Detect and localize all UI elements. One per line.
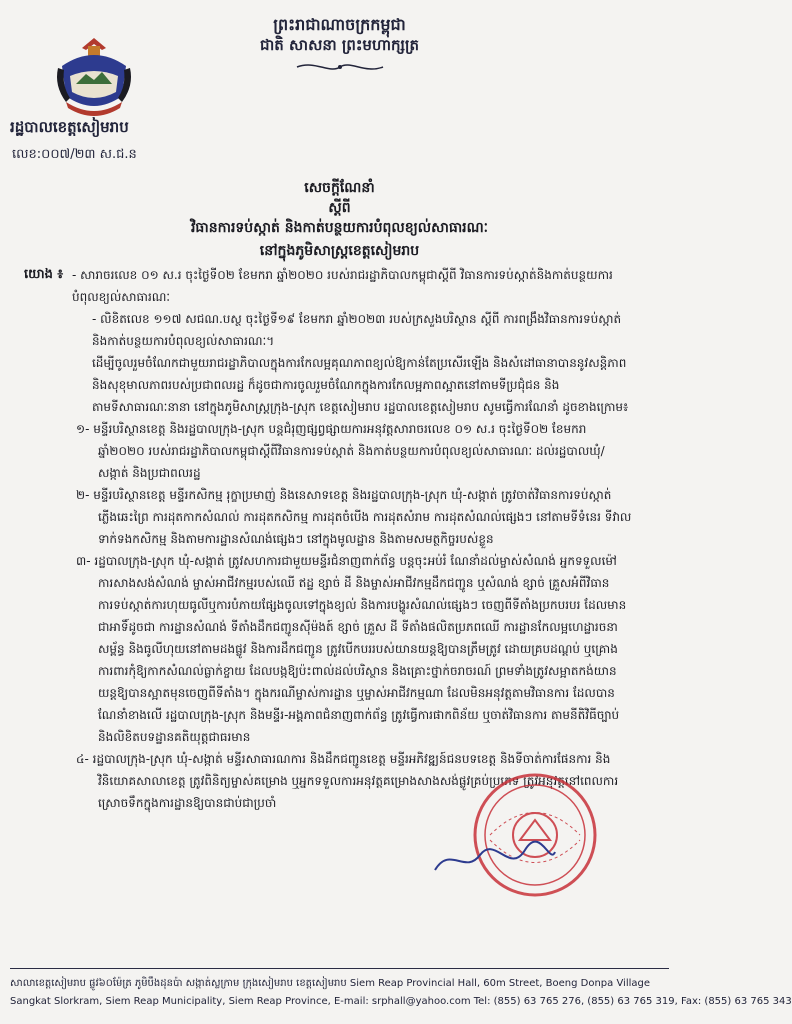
document-subject-label: ស្ដីពី — [328, 200, 351, 216]
provincial-emblem-icon — [52, 36, 136, 120]
instruction-item: ២- មន្ទីរបរិស្ថានខេត្ត មន្ទីរកសិកម្ម រុក្ខាប្រមាញ់ និងនេសាទខេត្ត និងរដ្ឋបាលក្រុង-ស្រុក ឃុំ-សង្កាត់ ត្រូវចាត់វិធានការទប់ស្កាត់ភ្លើងឆេះព្រៃ ការដុតកាកសំណល់ ការដុតកសិកម្ម ការដុតចំបើង ការដុតសំរាម ការដុតសំណល់ផ្សេងៗ នៅតាមទីទំនេរ ទីវាលទាក់ទងកសិកម្ម និងតាមការដ្ឋានសំណង់ផ្សេងៗ នៅក្នុងមូលដ្ឋាន និងតាមសមត្ថកិច្ចរបស់ខ្លួន — [76, 488, 632, 546]
footer-address: សាលាខេត្តសៀមរាប ផ្លូវ៦០ម៉ែត្រ ភូមិបឹងដុនប៉ា សង្កាត់ស្លក្រាម ក្រុងសៀមរាប ខេត្តសៀមរាប Siem Reap Provincial Hall, 60m Street, Boeng Donpa Village — [10, 978, 651, 989]
reference-label: យោង ៖ — [24, 267, 64, 282]
footer-contact: Sangkat Slorkram, Siem Reap Municipality, Siem Reap Province, E-mail: srphall@yahoo.com Tel: (855) 63 765 276, (855) 63 765 319, Fax: (855) 63 765 343 — [10, 996, 792, 1007]
reference-item: - លិខិតលេខ ១១៧ សជណ.បស្ថ ចុះថ្ងៃទី១៩ ខែមករា ឆ្នាំ២០២៣ របស់ក្រសួងបរិស្ថាន ស្ដីពី ការពង្រឹងវិធានការទប់ស្កាត់ និងកាត់បន្ថយការបំពុលខ្យល់សាធារណៈ។ — [92, 312, 622, 348]
instruction-item: ៣- រដ្ឋបាលក្រុង-ស្រុក ឃុំ-សង្កាត់ ត្រូវសហការជាមួយមន្ទីរជំនាញពាក់ព័ន្ធ បន្តចុះអប់រំ ណែនាំដល់ម្ចាស់សំណង់ អ្នកទទួលម៉ៅការសាងសង់សំណង់ ម្ចាស់អាជីវកម្មរបស់ឈើ ឥដ្ឋ ខ្សាច់ ដី និងម្ចាស់អាជីវកម្មដឹកជញ្ជូន ឬសំណង់ ខ្សាច់ គ្រួសអំពីវិធានការទប់ស្កាត់ការហុយធូលីឬការបំភាយផ្សែងចូលទៅក្នុងខ្យល់ និងការបង្ហូរសំណល់ផ្សេងៗ ចេញពីទីតាំងប្រកបរបរ ដែលមានជាអាទិ៍ដូចជា ការដ្ឋានសំណង់ ទីតាំងដឹកជញ្ជូនស៊ីម៉ងត៍ ខ្សាច់ គ្រួស ដី ទីតាំងផលិតប្រភពឈើ ការដ្ឋានកែលម្អហេដ្ឋារចនាសម្ព័ន្ធ និងធូលីហុយនៅតាមដងផ្លូវ និងការដឹកជញ្ជូន ត្រូវបើកបររបស់យានយន្តឱ្យបានត្រឹមត្រូវ ដោយគ្របដណ្តប់ ឬគ្រោងការពារកុំឱ្យកាកសំណល់ធ្លាក់ខ្ចាយ ដែលបង្កឱ្យប៉ះពាល់ដល់បរិស្ថាន និងគ្រោះថ្នាក់ចរាចរណ៍ ព្រមទាំងត្រូវសម្អាតកង់យានយន្តឱ្យបានស្អាតមុនចេញពីទីតាំង។ ក្នុងករណីម្ចាស់ការដ្ឋាន ឬម្ចាស់អាជីវកម្មណា ដែលមិនអនុវត្តតាមវិធានការ ដែលបានណែនាំខាងលើ រដ្ឋបាលក្រុង-ស្រុក និងមន្ទីរ-អង្គភាពជំនាញពាក់ព័ន្ធ ត្រូវធ្វើការផាកពិន័យ ឬចាត់វិធានការ តាមនីតិវិធីច្បាប់ និងលិខិតបទដ្ឋានគតិយុត្តជាធរមាន — [76, 554, 627, 744]
reference-item: - សារាចរលេខ ០១ ស.រ ចុះថ្ងៃទី០២ ខែមករា ឆ្នាំ២០២០ របស់រាជរដ្ឋាភិបាលកម្ពុជាស្ដីពី វិធានការទប់ស្កាត់និងកាត់បន្ថយការបំពុលខ្យល់សាធារណៈ — [72, 268, 613, 304]
instruction-item: ៤- រដ្ឋបាលក្រុង-ស្រុក ឃុំ-សង្កាត់ មន្ទីរសាធារណការ និងដឹកជញ្ជូនខេត្ត មន្ទីរអភិវឌ្ឍន៍ជនបទខេត្ត និងទីចាត់ការផែនការ និងវិនិយោគសាលាខេត្ត ត្រូវពិនិត្យម្ចាស់គម្រោង ឬអ្នកទទួលការអនុវត្តគម្រោងសាងសង់ផ្លូវគ្រប់ប្រភេទ ត្រូវអនុវត្តនៅពេលការស្រោចទឹកក្នុងការដ្ឋានឱ្យបានជាប់ជាប្រចាំ — [76, 752, 619, 810]
handwritten-signature — [430, 840, 560, 880]
footer-divider — [10, 968, 669, 969]
document-subject-location: នៅក្នុងភូមិសាស្ត្រខេត្តសៀមរាប — [259, 243, 420, 259]
kingdom-heading: ព្រះរាជាណាចក្រកម្ពុជា — [273, 15, 406, 34]
instruction-item: ១- មន្ទីរបរិស្ថានខេត្ត និងរដ្ឋបាលក្រុង-ស្រុក បន្តជំរុញផ្សព្វផ្សាយការអនុវត្តសារាចរលេខ ០១ ស.រ ចុះថ្ងៃទី០២ ខែមករា ឆ្នាំ២០២០ របស់រាជរដ្ឋាភិបាលកម្ពុជាស្ដីពីវិធានការទប់ស្កាត់ និងកាត់បន្ថយការបំពុលខ្យល់សាធារណៈ ដល់រដ្ឋបាលឃុំ/សង្កាត់ និងប្រជាពលរដ្ឋ — [76, 422, 605, 480]
issuing-department: រដ្ឋបាលខេត្តសៀមរាប — [10, 118, 129, 136]
official-seal-stamp — [470, 770, 600, 900]
document-subject: វិធានការទប់ស្កាត់ និងកាត់បន្ថយការបំពុលខ្យល់សាធារណៈ — [190, 220, 488, 236]
document-title: សេចក្ដីណែនាំ — [304, 180, 375, 196]
intro-paragraph: ដើម្បីចូលរួមចំណែកជាមួយរាជរដ្ឋាភិបាលក្នុងការកែលម្អគុណភាពខ្យល់ឱ្យកាន់តែប្រសើរឡើង និងសំដៅធានាបាននូវសន្តិភាព និងសុខុមាលភាពរបស់ប្រជាពលរដ្ឋ ក៏ដូចជាការចូលរួមចំណែកក្នុងការកែលម្អភាពស្អាតនៅតាមទីប្រជុំជន និងតាមទីសាធារណៈនានា នៅក្នុងភូមិសាស្ត្រក្រុង-ស្រុក ខេត្តសៀមរាប រដ្ឋបាលខេត្តសៀមរាប សូមធ្វើការណែនាំ ដូចខាងក្រោម៖ — [92, 356, 629, 414]
ornament-divider — [295, 60, 385, 74]
document-body — [24, 264, 632, 814]
reference-number: លេខ:០០៧/២៣ ស.ជ.ន — [12, 147, 137, 162]
national-motto: ជាតិ សាសនា ព្រះមហាក្សត្រ — [260, 36, 419, 54]
